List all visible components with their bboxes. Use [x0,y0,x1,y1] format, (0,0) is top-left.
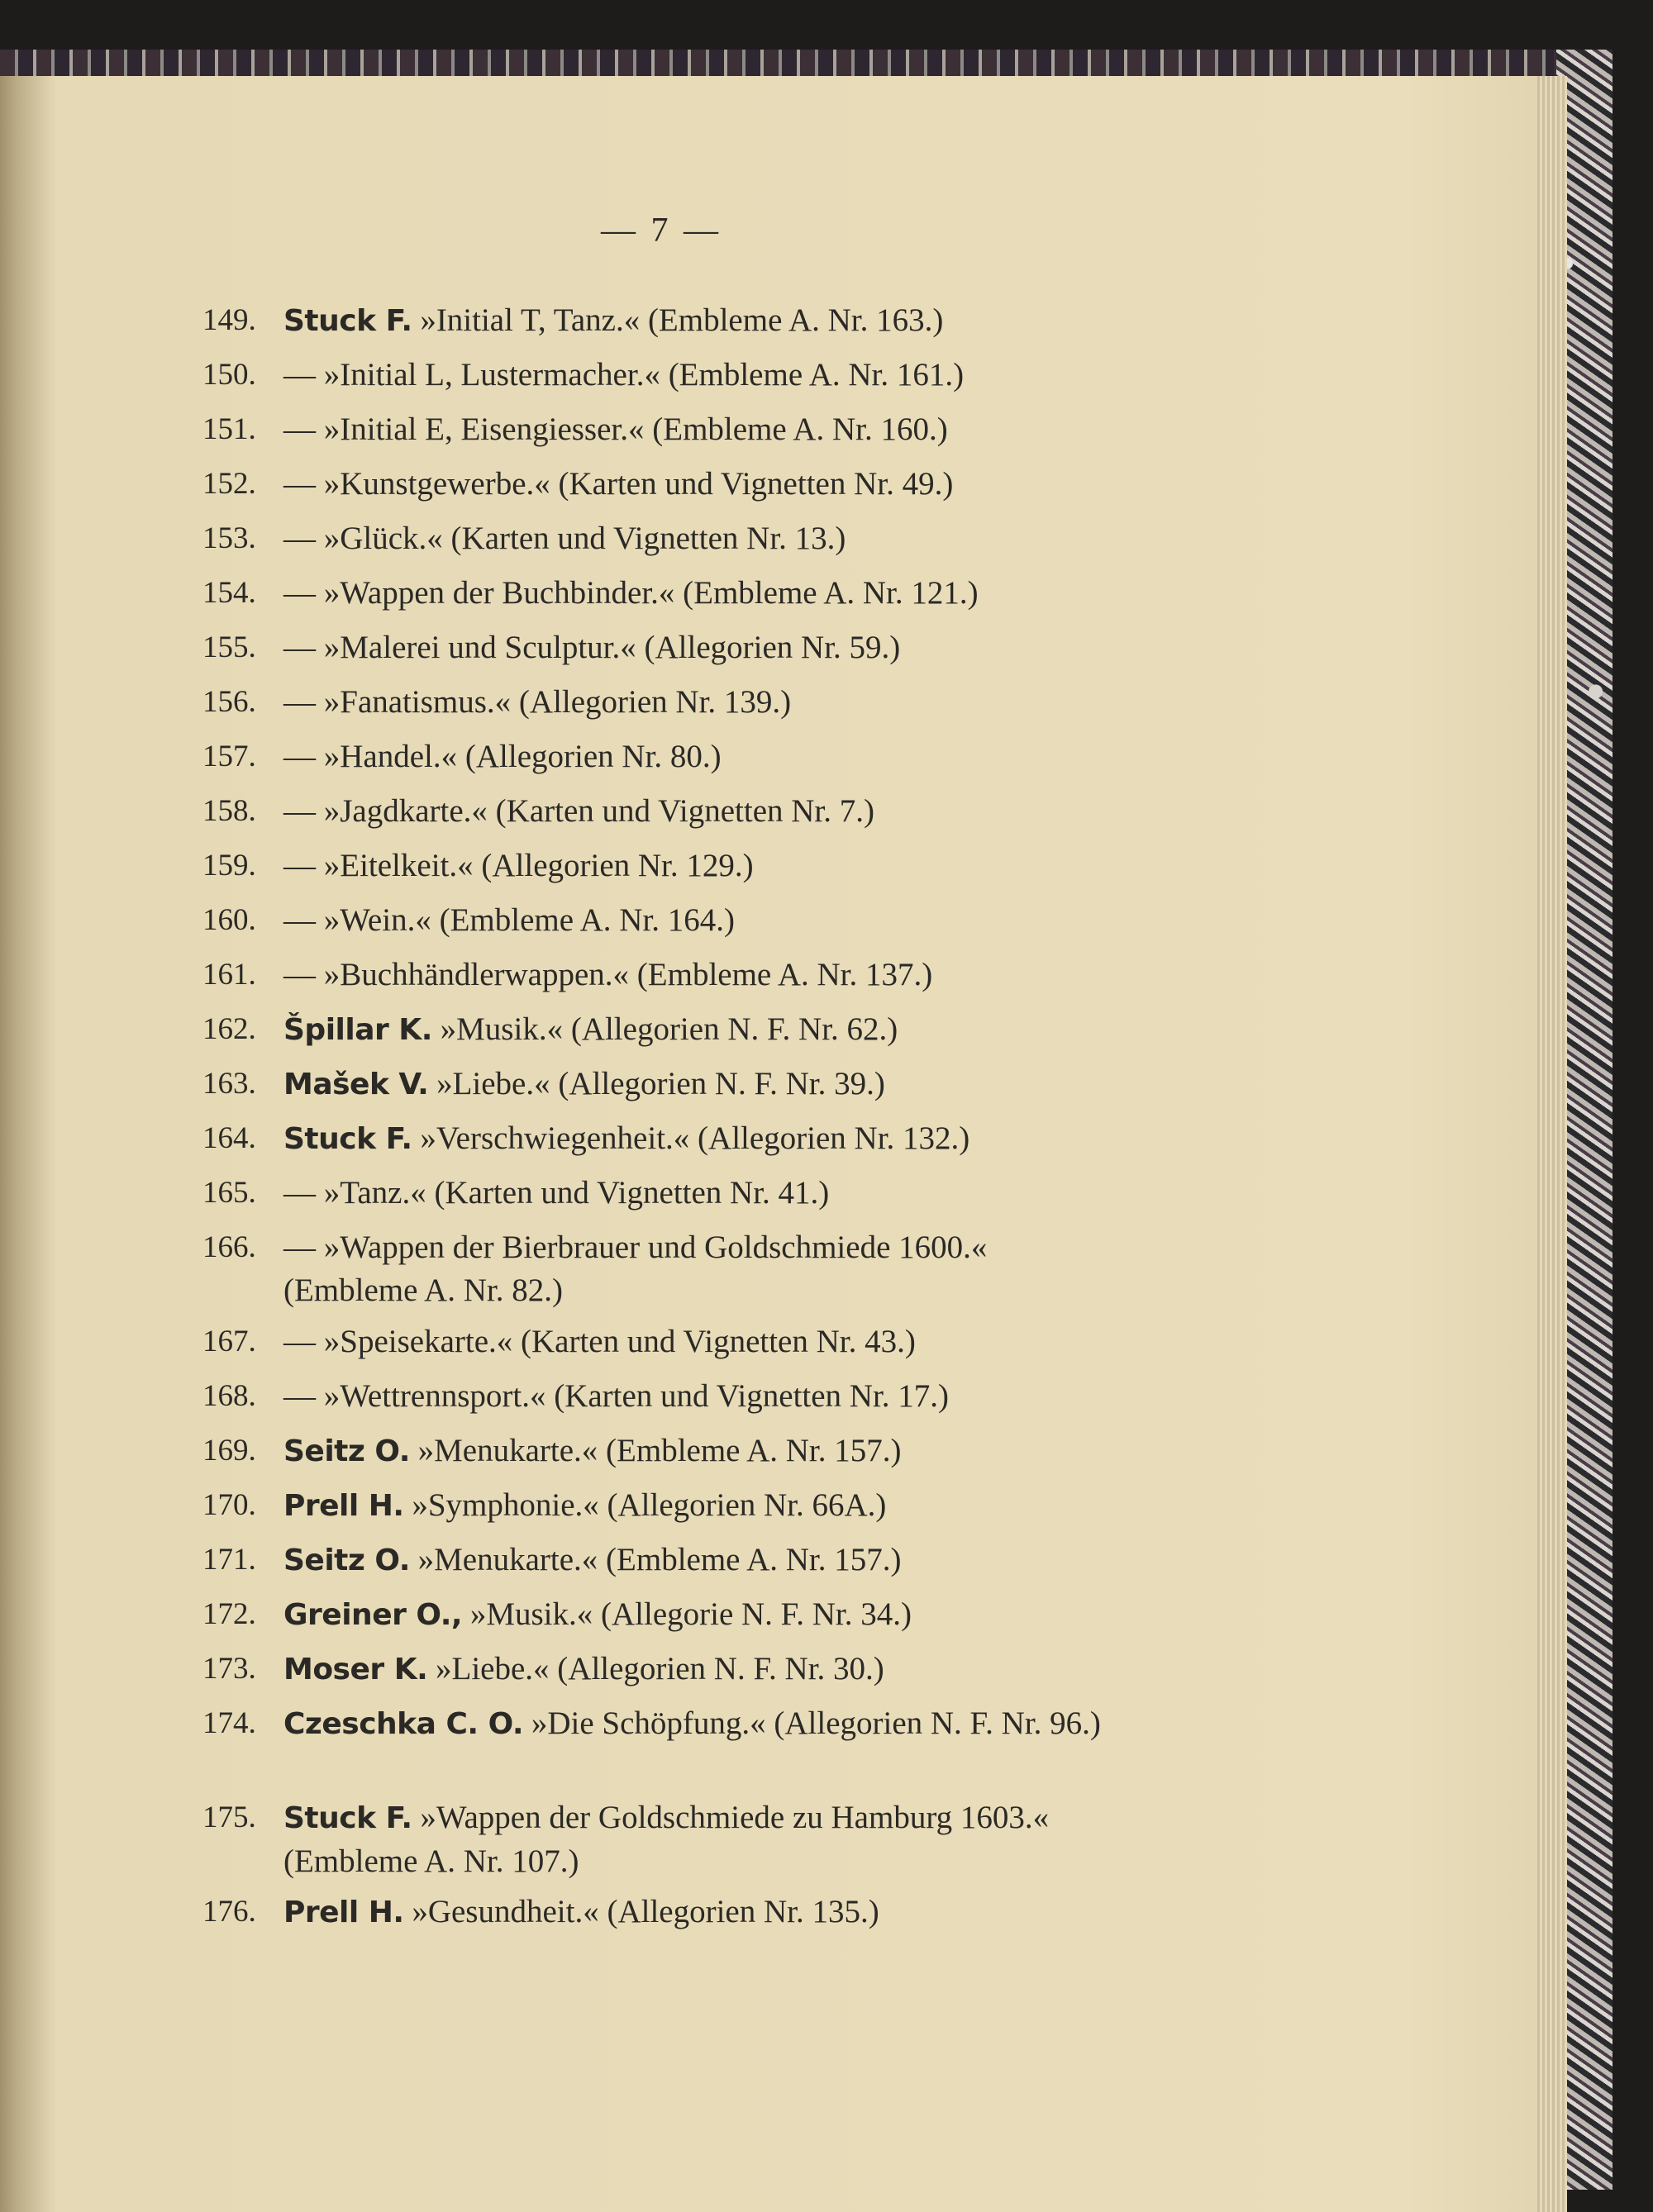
entry-author: Špillar K. [283,1013,432,1047]
catalog-entry-159 [202,844,1120,899]
catalog-entry-158 [202,790,1120,844]
entry-text: — »Kunstgewerbe.« (Karten und Vignetten Nr. 49.) [283,466,954,502]
entry-text: »Liebe.« (Allegorien N. F. Nr. 39.) [428,1066,885,1101]
entry-text: — »Tanz.« (Karten und Vignetten Nr. 41.) [283,1175,830,1211]
catalog-entry-157 [202,735,1120,790]
entry-number: 152. [202,467,256,501]
entry-number: 162. [202,1012,256,1046]
entry-number: 161. [202,958,256,992]
entry-text: — »Initial L, Lustermacher.« (Embleme A. Nr. 161.) [283,357,965,392]
catalog-entry-172 [202,1593,1120,1648]
entry-number: 156. [202,685,256,719]
catalog-entry-162 [202,1008,1120,1063]
entry-number: 163. [202,1067,256,1101]
catalog-entry-176 [202,1891,1120,1945]
entry-number: 150. [202,358,256,392]
entry-text: »Verschwiegenheit.« (Allegorien Nr. 132.) [412,1120,970,1156]
entry-text: — »Buchhändlerwappen.« (Embleme A. Nr. 137.) [283,957,933,992]
entry-number: 159. [202,849,256,882]
entry-author: Seitz O. [283,1544,410,1577]
entry-text: — »Handel.« (Allegorien Nr. 80.) [283,739,722,774]
entry-author: Stuck F. [283,1122,412,1156]
catalog-entry-154 [202,572,1120,626]
catalog-entry-174 [202,1702,1120,1796]
entry-author: Greiner O., [283,1598,463,1632]
catalog-entry-173 [202,1648,1120,1702]
catalog-entry-164 [202,1117,1120,1172]
entry-number: 164. [202,1121,256,1155]
gutter-shadow [0,76,58,2212]
catalog-entry-153 [202,517,1120,572]
entry-number: 149. [202,303,256,337]
entry-number: 167. [202,1325,256,1358]
entry-author: Czeschka C. O. [283,1707,524,1741]
entry-number: 171. [202,1543,256,1577]
entry-number: 157. [202,740,256,773]
entry-text: — »Eitelkeit.« (Allegorien Nr. 129.) [283,848,754,883]
entry-text: »Musik.« (Allegorien N. F. Nr. 62.) [431,1011,898,1047]
catalog-entry-152 [202,463,1120,517]
entry-author: Mašek V. [283,1068,429,1101]
catalog-entry-171 [202,1539,1120,1593]
entry-author: Prell H. [283,1896,404,1929]
catalog-entry-169 [202,1429,1120,1484]
entry-text: »Wappen der Goldschmiede zu Hamburg 1603.« (Embleme A. Nr. 107.) [283,1800,1050,1879]
entry-number: 173. [202,1652,256,1686]
entry-number: 160. [202,903,256,937]
entry-text: »Gesundheit.« (Allegorien Nr. 135.) [403,1894,879,1929]
page-edges [1537,76,1567,2212]
entry-number: 155. [202,630,256,664]
entry-number: 170. [202,1488,256,1522]
entry-author: Stuck F. [283,304,412,338]
catalog-entry-175 [202,1796,1120,1891]
entry-text: — »Glück.« (Karten und Vignetten Nr. 13.) [283,521,846,556]
catalog-entry-163 [202,1063,1120,1117]
entry-text: »Menukarte.« (Embleme A. Nr. 157.) [409,1542,902,1577]
entry-number: 169. [202,1434,256,1468]
entry-author: Moser K. [283,1653,428,1686]
catalog-entry-166 [202,1226,1120,1320]
catalog-entry-149 [202,299,1120,354]
catalog-entry-165 [202,1172,1120,1226]
entry-text: — »Initial E, Eisengiesser.« (Embleme A. Nr. 160.) [283,411,948,447]
entry-text: — »Fanatismus.« (Allegorien Nr. 139.) [283,684,792,720]
page-number: — 7 — [601,212,722,250]
catalog-entry-150 [202,354,1120,408]
entry-text: »Die Schöpfung.« (Allegorien N. F. Nr. 96.) [523,1705,1101,1741]
entry-number: 158. [202,794,256,828]
entry-text: »Symphonie.« (Allegorien Nr. 66A.) [403,1487,887,1523]
entry-author: Prell H. [283,1489,404,1523]
entry-number: 165. [202,1176,256,1210]
entry-number: 154. [202,576,256,610]
entry-number: 153. [202,521,256,555]
catalog-entry-168 [202,1375,1120,1429]
entry-text: — »Wein.« (Embleme A. Nr. 164.) [283,902,736,938]
entry-text: — »Malerei und Sculptur.« (Allegorien Nr. 59.) [283,630,901,665]
catalog-entry-151 [202,408,1120,463]
entry-author: Seitz O. [283,1434,410,1468]
entry-number: 175. [202,1801,256,1834]
entry-text: — »Wappen der Bierbrauer und Goldschmiede 1600.« (Embleme A. Nr. 82.) [283,1230,988,1308]
entry-number: 166. [202,1230,256,1264]
entry-number: 176. [202,1895,256,1929]
catalog-entry-155 [202,626,1120,681]
entry-number: 174. [202,1706,256,1740]
entry-text: »Liebe.« (Allegorien N. F. Nr. 30.) [427,1651,884,1686]
catalog-entry-160 [202,899,1120,954]
catalog-entry-167 [202,1320,1120,1375]
entry-text: »Musik.« (Allegorie N. F. Nr. 34.) [462,1596,912,1632]
catalog-entry-156 [202,681,1120,735]
catalog-list [202,299,1120,1945]
entry-text: — »Speisekarte.« (Karten und Vignetten Nr. 43.) [283,1324,916,1359]
catalog-entry-170 [202,1484,1120,1539]
entry-text: »Menukarte.« (Embleme A. Nr. 157.) [409,1433,902,1468]
entry-text: — »Jagdkarte.« (Karten und Vignetten Nr. 7.) [283,793,875,829]
entry-text: »Initial T, Tanz.« (Embleme A. Nr. 163.) [412,302,944,338]
entry-number: 168. [202,1379,256,1413]
entry-text: — »Wappen der Buchbinder.« (Embleme A. Nr. 121.) [283,575,979,611]
entry-author: Stuck F. [283,1801,412,1835]
entry-number: 172. [202,1597,256,1631]
catalog-entry-161 [202,954,1120,1008]
entry-number: 151. [202,412,256,446]
entry-text: — »Wettrennsport.« (Karten und Vignetten Nr. 17.) [283,1378,950,1414]
